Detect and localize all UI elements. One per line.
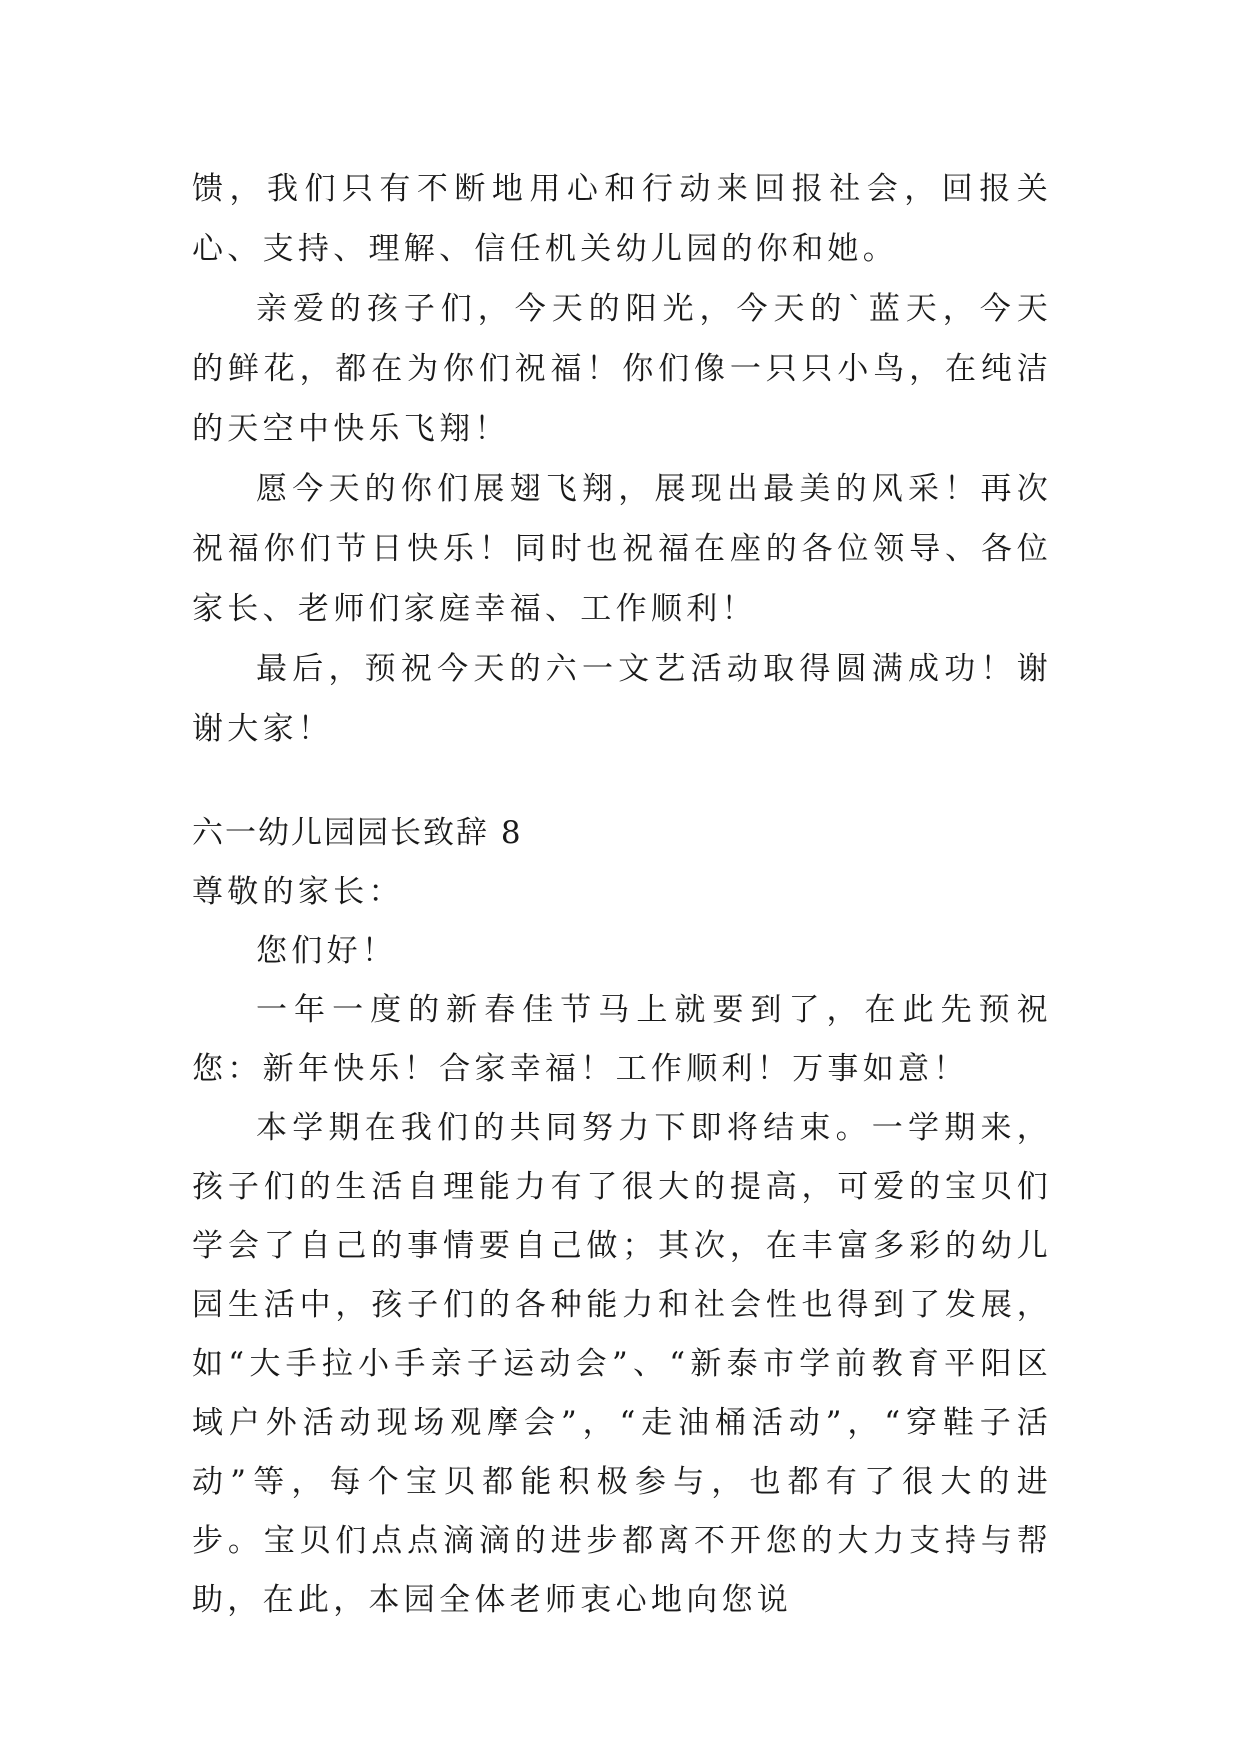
- paragraph-new-year-wishes: 一年一度的新春佳节马上就要到了，在此先预祝您：新年快乐！合家幸福！工作顺利！万事如意！: [192, 992, 1052, 1087]
- paragraph-continuation: 馈，我们只有不断地用心和行动来回报社会，回报关心、支持、理解、信任机关幼儿园的你和她。: [192, 171, 1052, 267]
- speech-section: [192, 804, 1052, 1630]
- paragraph-closing: 最后，预祝今天的六一文艺活动取得圆满成功！谢谢大家！: [192, 651, 1052, 747]
- paragraph-semester-summary: 本学期在我们的共同努力下即将结束。一学期来，孩子们的生活自理能力有了很大的提高，可爱的宝贝们学会了自己的事情要自己做；其次，在丰富多彩的幼儿园生活中，孩子们的各种能力和社会性也得到了发展，如“大手拉小手亲子运动会”、“新泰市学前教育平阳区域户外活动现场观摩会”，“走油桶活动”，“穿鞋子活动”等，每个宝贝都能积极参与，也都有了很大的进步。宝贝们点点滴滴的进步都离不开您的大力支持与帮助，在此，本园全体老师衷心地向您说: [192, 1110, 1052, 1618]
- greeting: 您们好！: [256, 933, 398, 969]
- section-title: 六一幼儿园园长致辞 8: [192, 815, 523, 851]
- salutation: 尊敬的家长：: [192, 874, 404, 910]
- previous-section-text: [192, 159, 1052, 759]
- paragraph-wishes: 愿今天的你们展翅飞翔，展现出最美的风采！再次祝福你们节日快乐！同时也祝福在座的各位领导、各位家长、老师们家庭幸福、工作顺利！: [192, 471, 1052, 627]
- paragraph-children-blessing: 亲爱的孩子们，今天的阳光，今天的`蓝天，今天的鲜花，都在为你们祝福！你们像一只只小鸟，在纯洁的天空中快乐飞翔！: [192, 291, 1052, 447]
